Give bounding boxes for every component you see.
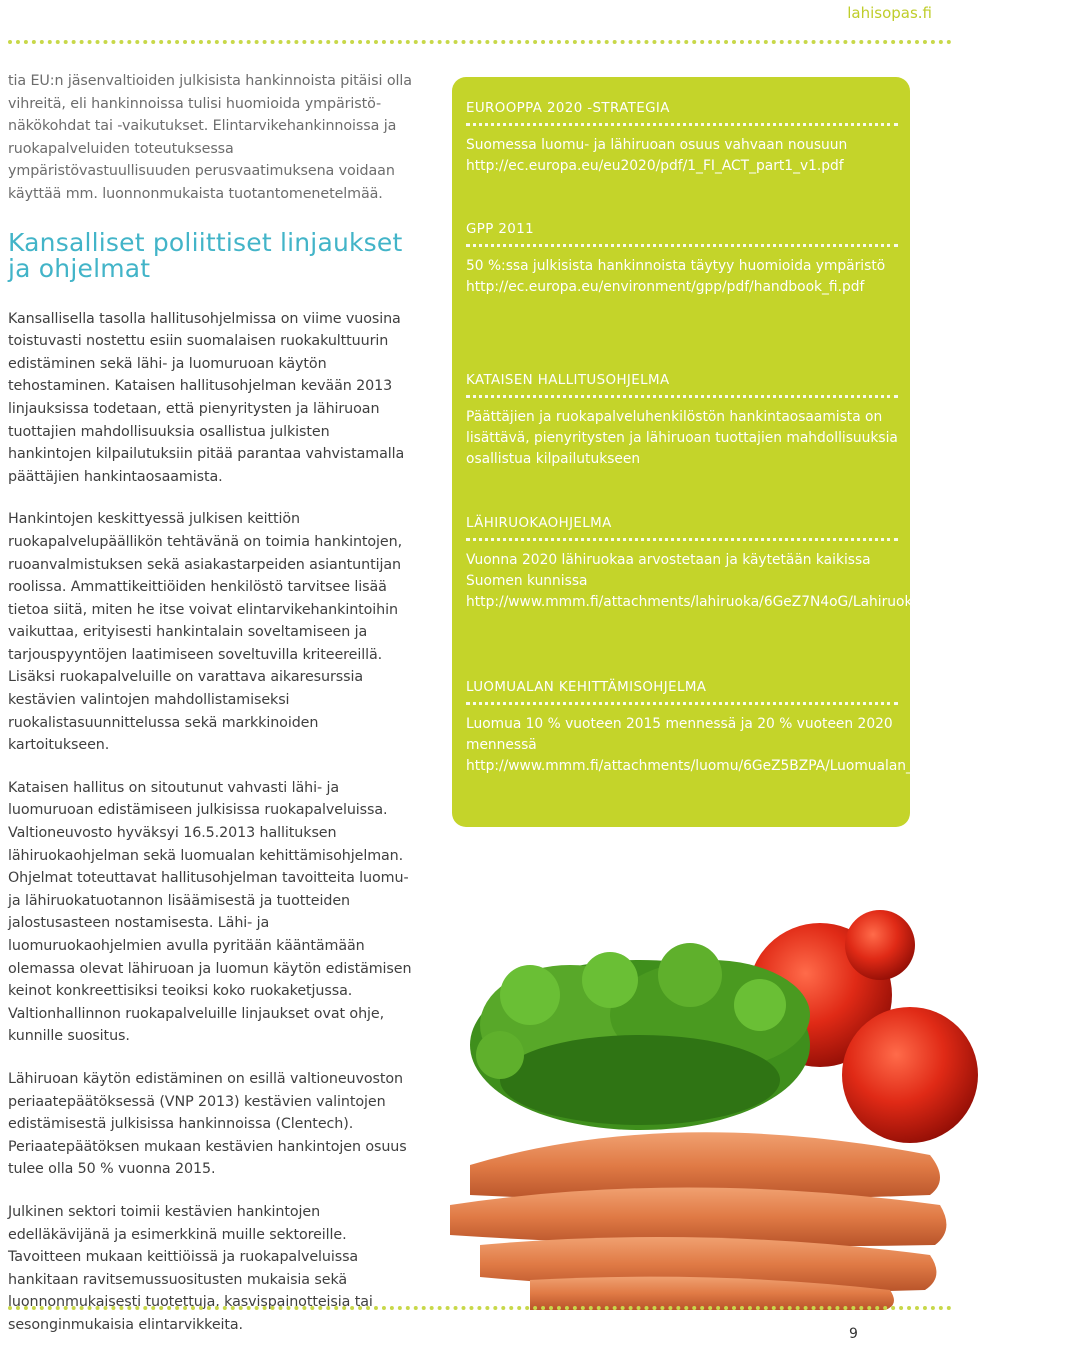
- box-item-heading: GPP 2011: [466, 222, 898, 247]
- box-item-lahiruokaohjelma: [466, 516, 1015, 614]
- box-item-heading: LUOMUALAN KEHITTÄMISOHJELMA: [466, 680, 898, 705]
- box-item-body: Päättäjien ja ruokapalveluhenkilöstön hankintaosaamista on lisättävä, pienyritysten ja lähiruoan tuottajien mahdollisuuksia osallistua kilpailutukseen: [466, 409, 898, 468]
- paragraph-4: Lähiruoan käytön edistäminen on esillä valtioneuvoston periaatepäätöksessä (VNP 2013) kestävien valintojen edistämisestä julkisissa hankinnoissa (Clentech). Periaatepäätöksen mukaan kestävien hankintojen osuus tulee olla 50 % vuonna 2015.: [8, 1070, 407, 1178]
- box-item-luomuala: [466, 680, 1079, 778]
- paragraph-1: Kansallisella tasolla hallitusohjelmissa on viime vuosina toistuvasti nostettu esiin suomalaisen ruokakulttuurin edistäminen sekä lähi- ja luomuruoan käytön tehostaminen. Kataisen hallitusohjelman kevään 2013 linjauksissa todetaan, että pienyritysten ja lähiruoan tuottajien mahdollisuuksia osallistua julkisten hankintojen kilpailutuksiin pitää parantaa vahvistamalla päättäjien hankintaosaamista.: [8, 310, 405, 485]
- main-text-column: [8, 70, 416, 1357]
- bottom-divider: [8, 1306, 952, 1310]
- top-divider: [8, 40, 952, 44]
- vegetables-photo: [410, 905, 960, 1310]
- tomato-2: [842, 1007, 978, 1143]
- carrots: [450, 1132, 946, 1310]
- box-item-body: 50 %:ssa julkisista hankinnoista täytyy huomioida ympäristö http://ec.europa.eu/environment/gpp/pdf/handbook_fi.pdf: [466, 258, 886, 296]
- section-title: Kansalliset poliittiset linjaukset ja ohjelmat: [8, 227, 403, 283]
- box-item-eurooppa-2020: [466, 101, 898, 177]
- box-item-body: Luomua 10 % vuoteen 2015 mennessä ja 20 % vuoteen 2020 mennessä http://www.mmm.fi/attachments/luomu/6GeZ5BZPA/Luomualan_kehittamisohjelmaFI.pdf: [466, 716, 1079, 775]
- paragraph-3: Kataisen hallitus on sitoutunut vahvasti lähi- ja luomuruoan edistämiseen julkisissa ruokapalveluissa. Valtioneuvosto hyväksyi 16.5.2013 hallituksen lähiruokaohjelman sekä luomualan kehittämisohjelman. Ohjelmat toteuttavat hallitusohjelman tavoitteita luomu- ja lähiruokatuotannon lisäämisestä ja tuotteiden jalostusasteen nostamisesta. Lähi- ja luomuruokaohjelmien avulla pyritään kääntämään olemassa olevat lähiruoan ja luomun käytön edistämisen keinot konkreettisiksi teoiksi koko ruokaketjussa. Valtionhallinnon ruokapalveluille linjaukset ovat ohje, kunnille suositus.: [8, 779, 412, 1045]
- intro-paragraph: tia EU:n jäsenvaltioiden julkisista hankinnoista pitäisi olla vihreitä, eli hankinnoissa tulisi huomioida ympäristö-näkökohdat tai -vaikutukset. Elintarvikehankinnoissa ja ruokapalveluiden toteutuksessa ympäristövastuullisuuden perusvaatimuksena voidaan käyttää mm. luonnonmukaista tuotantomenetelmää.: [8, 73, 412, 202]
- site-label: lahisopas.fi: [847, 4, 932, 22]
- paragraph-2: Hankintojen keskittyessä julkisen keittiön ruokapalvelupäällikön tehtävänä on toimia hankintojen, ruoanvalmistuksen sekä asiakastarpeiden asiantuntijan roolissa. Ammattikeittiöiden henkilöstö tarvitsee lisää tietoa siitä, miten he itse voivat elintarvikehankintoihin vaikuttaa, erityisesti hankintalain soveltamiseen ja tarjouspyyntöjen laatimiseen soveltuvilla kriteereillä. Lisäksi ruokapalveluille on varattava aikaresurssia kestävien valintojen mahdollistamiseksi ruokalistasuunnittelussa sekä markkinoiden kartoitukseen.: [8, 511, 403, 754]
- paragraph-5: Julkinen sektori toimii kestävien hankintojen edelläkävijänä ja esimerkkinä muille sektoreille. Tavoitteen mukaan keittiöissä ja ruokapalveluissa hankitaan ravitsemussuositusten mukaisia sekä luonnonmukaisesti tuotettuja, kasvispainotteisia tai sesonginmukaisia elintarvikkeita.: [8, 1203, 373, 1333]
- box-item-body: Vuonna 2020 lähiruokaa arvostetaan ja käytetään kaikissa Suomen kunnissa http://www.mmm.fi/attachments/lahiruoka/6GeZ7N4oG/LahiruokaohjelmaFI.pdf: [466, 552, 1015, 611]
- box-item-gpp-2011: [466, 222, 898, 298]
- box-item-heading: EUROOPPA 2020 -STRATEGIA: [466, 101, 898, 126]
- box-item-heading: LÄHIRUOKAOHJELMA: [466, 516, 898, 541]
- parsley: [470, 943, 810, 1130]
- page-number: 9: [849, 1326, 858, 1342]
- box-item-kataisen-hallitusohjelma: [466, 373, 898, 471]
- tomato-3: [845, 910, 915, 980]
- box-item-heading: KATAISEN HALLITUSOHJELMA: [466, 373, 898, 398]
- box-item-body: Suomessa luomu- ja lähiruoan osuus vahvaan nousuun http://ec.europa.eu/eu2020/pdf/1_FI_ACT_part1_v1.pdf: [466, 137, 848, 175]
